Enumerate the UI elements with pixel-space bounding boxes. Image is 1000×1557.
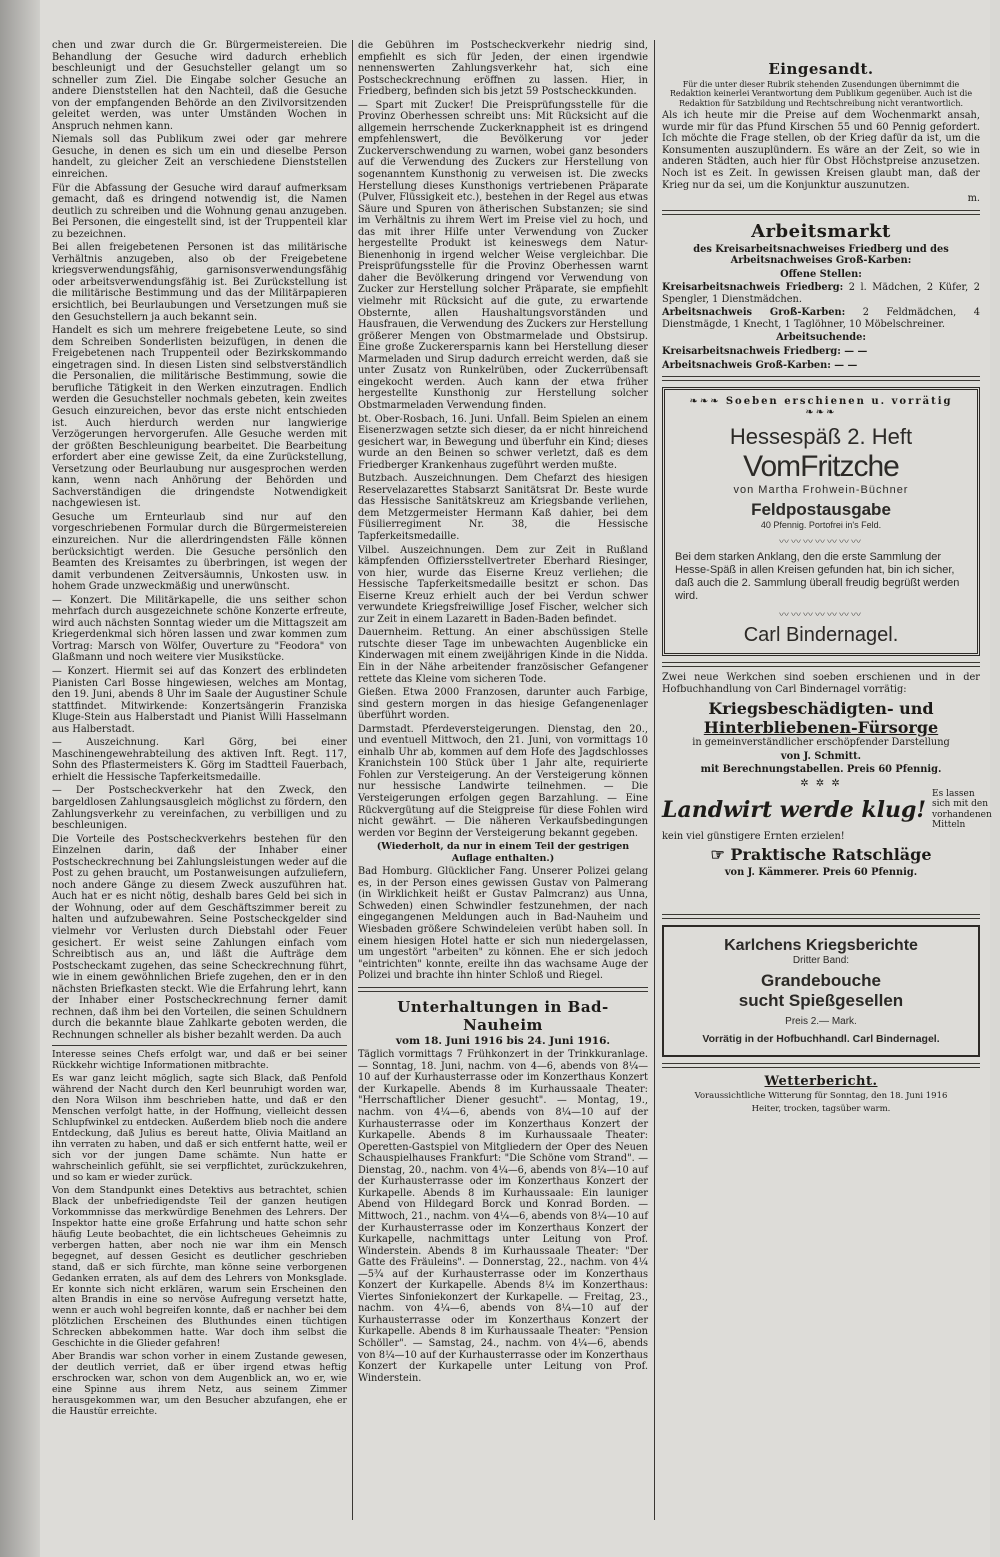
divider xyxy=(662,210,980,215)
kreis-stellen xyxy=(662,282,980,305)
article-paragraph: Butzbach. Auszeichnungen. Dem Chefarzt des hiesigen Reservelazarettes Stabsarzt Sanitätsrat Dr. Beste wurde das Hessische Sanitätskreuz am Kriegsbande verliehen, dem Metzgermeister Hermann Kaß dahier, bei dem Füsilierregiment Nr. 38, die Hessische Tapferkeitsmedaille. xyxy=(358,473,648,542)
pointing-hand-icon: ☞ xyxy=(710,845,725,865)
ad3-price: von J. Kämmerer. Preis 60 Pfennig. xyxy=(724,867,918,879)
ad1-title1: Hessespäß 2. Heft xyxy=(729,424,913,450)
article-paragraph: Für die Abfassung der Gesuche wird darauf aufmerksam gemacht, daß es dringend notwendig ist, die Namen deutlich zu schreiben und die Wohnung genau anzugeben. Bei Personen, die eingestellt sind, ist der Truppenteil klar zu bezeichnen. xyxy=(52,182,347,240)
karben-stellen xyxy=(662,307,980,330)
kreis-stellen-label: Kreisarbeitsnachweis Friedberg: xyxy=(662,282,844,294)
article-paragraph: Vilbel. Auszeichnungen. Dem zur Zeit in Rußland kämpfenden Offiziersstellvertreter Eberhard Riesinger, von hier, wurde das Eiserne Kreuz verliehen; die Hessische Tapferkeitsmedaille besitzt er schon. Das Eiserne Kreuz erhielt auch der bei Verdun schwer verwundete Kriegsfreiwillige Josef Fischer, welcher sich zur Zeit in einem Lazarett in Baden-Baden befindet. xyxy=(358,544,648,625)
ad3-title2 xyxy=(662,845,980,864)
article-paragraph: — Auszeichnung. Karl Görg, bei einer Maschinengewehrabteilung des aktiven Inft. Regt. 117, Sohn des Pflastermeisters K. Görg im Stadtteil Fauerbach, erhielt die Hessische Tapferkeitsmedaille. xyxy=(52,737,347,783)
article-paragraph: — Konzert. Die Militärkapelle, die uns seither schon mehrfach durch ausgezeichnete schöne Konzerte erfreute, wird auch nächsten Sonntag wieder um die Mittagszeit am Kriegerdenkmal sich hören lassen und zwar kommen zum Vortrag: Marsch von Wölfer, Ouverture zu "Feodora" von Glaßmann und noch weitere vier Musikstücke. xyxy=(52,594,347,664)
novel-paragraph: Es war ganz leicht möglich, sagte sich Black, daß Penfold während der Nacht durch den Kerl beunruhigt worden war, den Nora Wilson ihm beschrieben hatte, und daß er den Menschen verfolgt hatte, in der Hoffnung, vielleicht dessen Schlupfwinkel zu entdecken. Außerdem blieb noch die andere Entdeckung, daß Julius es bereut hatte, Olivia Maitland an ihn verraten zu haben, und daß er sich entfernt hatte, weil er sich vor der jungen Dame schämte. Nun hatte er wahrscheinlich gefühlt, sie sei verpflichtet, zurückzukehren, und so kam er wieder zurück. xyxy=(52,1073,347,1183)
eingesandt-title: Eingesandt. xyxy=(768,60,874,78)
ad1-price: 40 Pfennig. Portofrei in's Feld. xyxy=(760,520,882,531)
ad2-author: von J. Schmitt. xyxy=(780,750,862,762)
arbeitsmarkt-subtitle: des Kreisarbeitsnachweises Friedberg und des Arbeitsnachweises Groß-Karben: xyxy=(693,243,949,267)
right-column xyxy=(662,40,992,1522)
article-paragraph: Darmstadt. Pferdeversteigerungen. Dienstag, den 20., und eventuell Mittwoch, den 21. Juni, von vormittags 10 einhalb Uhr ab, kommen auf dem Hofe des Jagdschlosses Kranichstein 100 Stück über 1 Jahr alte, requirierte Fohlen zur Versteigerung. An der Versteigerung können nur hessische Landwirte teilnehmen. — Die Versteigerungen erfolgen gegen Barzahlung. — Eine Rückvergütung auf die Steigpreise für diese Fohlen wird nicht gewährt. — Die näheren Verkaufsbedingungen werden vor Beginn der Versteigerung bekannt gegeben. xyxy=(358,723,648,839)
ad4-price: Preis 2.— Mark. xyxy=(785,1015,857,1027)
ad2-price: mit Berechnungstabellen. Preis 60 Pfennig. xyxy=(700,764,942,776)
article-paragraph: — Konzert. Hiermit sei auf das Konzert des erblindeten Pianisten Carl Bosse hingewiesen, welches am Montag, den 19. Juni, abends 8 Uhr im Saale der Augustiner Schule stattfindet. Mitwirkende: Konzertsängerin Franziska Kluge-Stein aus Halberstadt und Pianist Willi Hasselmann aus Halberstadt. xyxy=(52,665,347,735)
eingesandt-disclaimer: Für die unter dieser Rubrik stehenden Zusendungen übernimmt die Redaktion keinerlei Verantwortung dem Publikum gegenüber. Auch ist die Redaktion für Satzbildung und Rechtschreibung nicht verantwortlich. xyxy=(669,80,973,108)
novel-paragraph: Von dem Standpunkt eines Detektivs aus betrachtet, schien Black der unbefriedigendste Teil der ganzen heutigen Vorkommnisse das merkwürdige Benehmen des Lehrers. Der Inspektor hatte eine große Erfahrung und hatte schon sehr häufig Leute beobachtet, die ein lichtscheues Geheimnis zu verbergen hatten, aber noch nie war ihm ein Mensch begegnet, auf dessen Gesicht es deutlicher geschrieben stand, daß er sich fürchte, man könne seine verborgenen Gedanken erraten, als auf dem des Lehrers von Monksglade. Er konnte sich nicht erklären, warum sein Erscheinen den alten Brandis in eine so nervöse Aufregung versetzt hatte, wenn er auch wohl begreifen konnte, daß er nachher bei dem plötzlichen Erscheinen des Bluthundes einen tüchtigen Schrecken abbekommen hatte. War doch ihm selbst die Geschichte in die Glieder gefahren! xyxy=(52,1184,347,1350)
ad1-body: Bei dem starken Anklang, den die erste Sammlung der Hesse-Späß in allen Kreisen gefunden hat, bin ich sicher, daß auch die 2. Sammlung überall freudig begrüßt werden wird. xyxy=(675,551,960,603)
ad4-title: Karlchens Kriegsberichte xyxy=(724,936,918,954)
ad3-line: kein viel günstigere Ernten erzielen! xyxy=(662,830,845,842)
divider xyxy=(662,662,980,667)
kreis-suchende: Kreisarbeitsnachweis Friedberg: — — xyxy=(662,345,868,357)
article-paragraph: chen und zwar durch die Gr. Bürgermeistereien. Die Behandlung der Gesuche wird dadurch erheblich beschleunigt und der Gesuchsteller gelangt um so schneller zum Ziel. Die Eingabe solcher Gesuche an andere Dienststellen hat den Nachteil, daß die Gesuche von der empfangenden Behörde an den Zivilvorsitzenden geleitet werden, was unter Umständen Wochen in Anspruch nehmen kann. xyxy=(52,40,347,132)
ad4-footer: Vorrätig in der Hofbuchhandl. Carl Bindernagel. xyxy=(702,1032,940,1045)
ad4-band: Dritter Band: xyxy=(792,954,850,966)
divider xyxy=(662,1063,980,1068)
ad-hessespaess xyxy=(662,387,980,656)
ad3-side: Es lassen sich mit den vorhandenen Mitteln xyxy=(932,788,992,831)
ad3-ornament: ✲ ✲ ✲ xyxy=(800,777,842,789)
article-paragraph: — Spart mit Zucker! Die Preisprüfungsstelle für die Provinz Oberhessen schreibt uns: Mit Rücksicht auf die allgemein herrschende Zuckerknappheit ist es dringend empfehlenswert, die Bevölkerung vor jeder Zuckerverschwendung zu warnen, wobei ganz besonders auf die Verwendung des Zuckers zur Herstellung von sogenanntem Kunsthonig zu verweisen ist. Die zwecks Herstellung dieses Kunsthonigs vertriebenen Präparate (Pulver, Flüssigkeit etc.), bestehen in der Regel aus etwas Säure und Spuren von ätherischen Substanzen; sie sind im Verhältnis zu ihrem Wert im Preise viel zu hoch, und das mit ihrer Hilfe unter Verwendung von Zucker hergestellte Produkt ist keineswegs dem Natur-Bienenhonig in irgend welcher Weise vergleichbar. Die Preisprüfungsstelle für die Provinz Oberhessen warnt daher die Bevölkerung dringend vor Verwendung von Zucker zur Herstellung solcher Präparate, sie empfiehlt vielmehr mit Rücksicht auf die gute, zu erwartende Obsternte, allen Haushaltungsvorständen und Hausfrauen, die Verwendung des Zuckers zur Herstellung größerer Mengen von Obstmarmelade und Obstsirup. Eine große Zuckerersparnis kann bei Herstellung dieser Marmeladen und Sirup dadurch erreicht werden, daß sie unter Zusatz von Runkelrüben, oder Zuckerrübensaft eingekocht werden. Auch kann der etwa früher hergestellte Kunsthonig zur Herstellung solcher Obstmarmeladen Verwendung finden. xyxy=(358,99,648,411)
ad2-desc: in gemeinverständlicher erschöpfender Darstellung xyxy=(692,737,950,749)
ad1-ornament: 〰〰〰〰〰〰〰 xyxy=(779,610,863,622)
ad2-title1: Kriegsbeschädigten- und xyxy=(708,699,934,719)
concert-heading: Unterhaltungen in Bad-Nauheim xyxy=(397,997,609,1034)
divider xyxy=(52,1045,347,1046)
ad2-intro: Zwei neue Werkchen sind soeben erschienen und in der Hofbuchhandlung von Carl Bindernagel vorrätig: xyxy=(662,672,980,695)
ad1-header: ❧❧❧ Soeben erschienen u. vorrätig ❧❧❧ xyxy=(689,396,953,419)
column-rule-1 xyxy=(352,40,353,1520)
concert-text: Täglich vormittags 7 Frühkonzert in der Trinkkuranlage. — Sonntag, 18. Juni, nachm. von 4—6, abends von 8¼—10 auf der Kurhausterrasse oder im Konzerthaus Konzert der Kurkapelle. Abends 8 im Kurhaussaale Theater: "Herrschaftlicher Diener gesucht". — Montag, 19., nachm. von 4¼—6, abends von 8¼—10 auf der Kurhausterrasse oder im Konzerthaus Konzert der Kurkapelle. Abends 8 im Kurhaussaale Theater: Operetten-Gastspiel von Mitgliedern der Oper des Neuen Schauspielhauses Frankfurt: "Die Schöne vom Strand". — Dienstag, 20., nachm. von 4¼—6, abends von 8¼—10 auf der Kurhausterrasse oder im Konzerthaus Konzert der Kurkapelle. Abends 8 im Kurhaussaale: Ein launiger Abend von Hildegard Borck und Konrad Borden. — Mittwoch, 21., nachm. von 4¼—6, abends von 8¼—10 auf der Kurhausterrasse oder im Konzerthaus Konzert der Kurkapelle, nachmittags unter Leitung von Prof. Winderstein. Abends 8 im Kurhaussaale Theater: "Der Gatte des Fräuleins". — Donnerstag, 22., nachm. von 4¼—5¾ auf der Kurhausterrasse oder im Konzerthaus Konzert der Kurkapelle. Abends 8¼ im Konzerthaus: Viertes Sinfoniekonzert der Kurkapelle. — Freitag, 23., nachm. von 4¼—6, abends von 8¼—10 auf der Kurhausterrasse oder im Konzerthaus Konzert der Kurkapelle. Abends 8 im Kurhaussaale Theater: "Pension Schöller". — Samstag, 24., nachm. von 4¼—6, abends von 8¼—10 auf der Kurhausterrasse oder im Konzerthaus Konzert der Kurkapelle unter Leitung von Prof. Winderstein. xyxy=(358,1049,648,1384)
arbeitsmarkt-title: Arbeitsmarkt xyxy=(751,220,891,242)
karben-stellen-text: 2 Feldmädchen, 4 Dienstmägde, 1 Knecht, 1 Taglöhner, 10 Möbelschreiner. xyxy=(662,307,980,330)
ad4-sub1: Grandebouche xyxy=(761,970,881,990)
concert-dates: vom 18. Juni 1916 bis 24. Juni 1916. xyxy=(395,1034,611,1047)
eingesandt-signature: m. xyxy=(967,193,980,205)
divider xyxy=(358,987,648,992)
divider xyxy=(662,914,980,919)
weather-title: Wetterbericht. xyxy=(764,1073,878,1089)
ad1-ornament: 〰〰〰〰〰〰〰 xyxy=(779,537,863,549)
left-column xyxy=(52,40,347,1522)
ad4-sub2: sucht Spießgesellen xyxy=(738,990,904,1010)
middle-column xyxy=(358,40,648,1522)
article-paragraph: Handelt es sich um mehrere freigebetene Leute, so sind dem Schreiben Sonderlisten beizufügen, in denen die Freigebetenen nach Truppenteil oder Bezirkskommando eingetragen sind. In diesen Listen sind selbstverständlich die Personalien, die militärische Bestimmung, sowie die berufliche Tätigkeit in den Werken einzutragen. Endlich werden die Gesuchsteller nochmals gebeten, kein zweites Gesuch einzureichen, bevor das erste nicht entschieden ist. Auch hierdurch werden nur langwierige Verzögerungen hervorgerufen. Alle Gesuche werden mit der größten Beschleunigung bearbeitet. Die Bearbeitung erfordert aber eine gewisse Zeit, da eine Zurückstellung, Versetzung oder Beurlaubung nur ausgesprochen werden kann, wenn nach Anhörung der Behörden und Sachverständigen die dringendste Notwendigkeit nachgewiesen ist. xyxy=(52,325,347,510)
novel-paragraph: Aber Brandis war schon vorher in einem Zustande gewesen, der deutlich verriet, daß er über irgend etwas heftig erschrocken war, schon von dem Augenblick an, wo er, wie eine Spinne aus ihrem Netz, aus seinem Zimmer herausgekommen war, um den Besucher abzufangen, ehe er die Haustür erreichte. xyxy=(52,1351,347,1417)
ad1-title2: VomFritzche xyxy=(743,450,899,484)
karben-suchende: Arbeitsnachweis Groß-Karben: — — xyxy=(662,359,858,371)
article-paragraph: Die Vorteile des Postscheckverkehrs bestehen für den Einzelnen darin, daß der Inhaber einer Postscheckrechnung bei Zahlungsleistungen weder auf die Post zu gehen braucht, um Postanweisungen aufzuliefern, noch andere Gänge zu diesem Zweck auszuführen hat. Auch hat er es nicht nötig, deshalb bares Geld bei sich in der Wohnung, oder auf dem Geschäftszimmer bereit zu halten und aufzubewahren. Seine Postscheckgelder sind vielmehr vor Verlusten durch Diebstahl oder Feuer gesichert. Er weist seine Zahlungen einfach vom Schreibtisch aus an, und läßt die Aufträge dem Postscheckamt zugehen, das seine Scheckrechnung führt, wie in einem gewöhnlichen Briefe zugehen, den er in den nächsten Briefkasten steckt. Wie die Erfahrung lehrt, kann der Inhaber einer Postscheckrechnung ferner damit rechnen, daß ihm bei den Vorteilen, die seinen Schuldnern durch die bekannte blaue Zahlkarte geboten werden, die Rechnungen schneller als bisher bezahlt werden. Da auch xyxy=(52,833,347,1041)
article-paragraph: — Der Postscheckverkehr hat den Zweck, den bargeldlosen Zahlungsausgleich möglichst zu fördern, den Zahlungsverkehr zu vereinfachen, zu verbilligen und zu beschleunigen. xyxy=(52,785,347,832)
article-paragraph: Gießen. Etwa 2000 Franzosen, darunter auch Farbige, sind gestern morgen in das hiesige Gefangenenlager überführt worden. xyxy=(358,687,648,722)
page-gutter xyxy=(0,0,40,1557)
article-paragraph: Gesuche um Ernteurlaub sind nur auf den vorgeschriebenen Formular durch die Bürgermeistereien einzureichen. Nur die allerdringendsten Fälle können berücksichtigt werden. Die Gesuche persönlich den Beamten des Kreisamtes zu überbringen, ist wegen der damit verbundenen Zeitversäumnis, Unkosten usw. in hohem Grade unzweckmäßig und unerwünscht. xyxy=(52,511,347,593)
repeat-note: (Wiederholt, da nur in einem Teil der gestrigen Auflage enthalten.) xyxy=(376,841,630,864)
ad3-title: Landwirt werde klug! xyxy=(662,796,927,823)
ad3-headline-row xyxy=(662,788,992,831)
divider xyxy=(662,376,980,381)
newspaper-page xyxy=(40,0,990,1557)
article-paragraph: Bad Homburg. Glücklicher Fang. Unserer Polizei gelang es, in der Person eines gewissen Gustav von Palmerang (in Wirklichkeit heißt er Gustav Palmcranz) aus Unna, Schweden) einen Schwindler festzunehmen, der nach eingegangenen Meldungen auch in Bad-Nauheim und Wiesbaden größere Schwindeleien verübt haben soll. In einem hiesigen Hotel hatte er sich nun niedergelassen, um ungestört "arbeiten" zu können. Ehe er sich jedoch "eintrichten" konnte, ereilte ihn das wachsame Auge der Polizei und brachte ihn hinter Schloß und Riegel. xyxy=(358,866,648,982)
eingesandt-text: Als ich heute mir die Preise auf dem Wochenmarkt ansah, wurde mir für das Pfund Kirschen 55 und 60 Pennig gefordert. Ich möchte die Frage stellen, ob der Krieg dafür da ist, um die Konsumenten auszuplündern. Es wäre an der Zeit, so wie in anderen Städten, auch hier für Obst Höchstpreise anzusetzen. Noch ist es Zeit. In gewissen Kreisen glaubt man, daß der Krieg nur da sei, um die Konjunktur auszunutzen. xyxy=(662,110,980,191)
arbeitsuchende-heading: Arbeitsuchende: xyxy=(776,332,866,344)
ad3-title2-text: Praktische Ratschläge xyxy=(730,845,932,865)
article-paragraph: Dauernheim. Rettung. An einer abschüssigen Stelle rutschte dieser Tage im unbewachten Augenblicke ein Kinderwagen mit einem zweijährigen Kinde in die Nidda. Ein in der Nähe arbeitender französischer Gefangener rettete das Kleine vom sicheren Tode. xyxy=(358,627,648,685)
weather-forecast: Heiter, trocken, tagsüber warm. xyxy=(751,1104,891,1115)
article-paragraph: die Gebühren im Postscheckverkehr niedrig sind, empfiehlt es sich für Jeden, der einen irgendwie nennenswerten Zahlungsverkehr hat, sich eine Postscheckrechnung eröffnen zu lassen. Hier, in Friedberg, befinden sich bis jetzt 59 Postscheckkunden. xyxy=(358,40,648,98)
ad1-publisher: Carl Bindernagel. xyxy=(743,624,899,647)
karben-stellen-label: Arbeitsnachweis Groß-Karben: xyxy=(662,307,846,319)
ad1-author: von Martha Frohwein-Büchner xyxy=(733,484,909,497)
article-paragraph: bt. Ober-Rosbach, 16. Juni. Unfall. Beim Spielen an einem Eisenerzwagen setzte sich dieser, da er nicht hinreichend gesichert war, in Bewegung und überfuhr ein Kind; dieses wurde an den Beinen so schwer verletzt, daß es dem Friedberger Krankenhaus zugeführt werden mußte. xyxy=(358,413,648,471)
ad-karlchen xyxy=(662,925,980,1057)
kreis-stellen-text: 2 l. Mädchen, 2 Küfer, 2 Spengler, 1 Dienstmädchen. xyxy=(662,282,980,305)
weather-line: Voraussichtliche Witterung für Sonntag, den 18. Juni 1916 xyxy=(694,1090,948,1101)
ad1-edition: Feldpostausgabe xyxy=(751,500,891,520)
article-paragraph: Niemals soll das Publikum zwei oder gar mehrere Gesuche, in denen es sich um ein und dieselbe Person handelt, zu gleicher Zeit an verschiedene Dienststellen einreichen. xyxy=(52,134,347,181)
offene-stellen-heading: Offene Stellen: xyxy=(780,268,862,280)
column-rule-2 xyxy=(654,40,655,1520)
novel-paragraph: Interesse seines Chefs erfolgt war, und daß er bei seiner Rückkehr wichtige Informationen mitbrachte. xyxy=(52,1049,347,1072)
article-paragraph: Bei allen freigebetenen Personen ist das militärische Verhältnis anzugeben, also ob der Freigebetene kriegsverwendungsfähig, garnisonsverwendungsfähig oder arbeitsverwendungsfähig ist. Bei Zurückstellung ist die militärische Bestimmung und das der Militärpapieren ersichtlich, bei Beurlaubungen und Versetzungen muß sie den Gesuchstellern ja auch bekannt sein. xyxy=(52,242,347,323)
ad2-title2: Hinterbliebenen-Fürsorge xyxy=(703,718,939,738)
ad1-header-text: Soeben erschienen u. vorrätig xyxy=(725,396,953,408)
